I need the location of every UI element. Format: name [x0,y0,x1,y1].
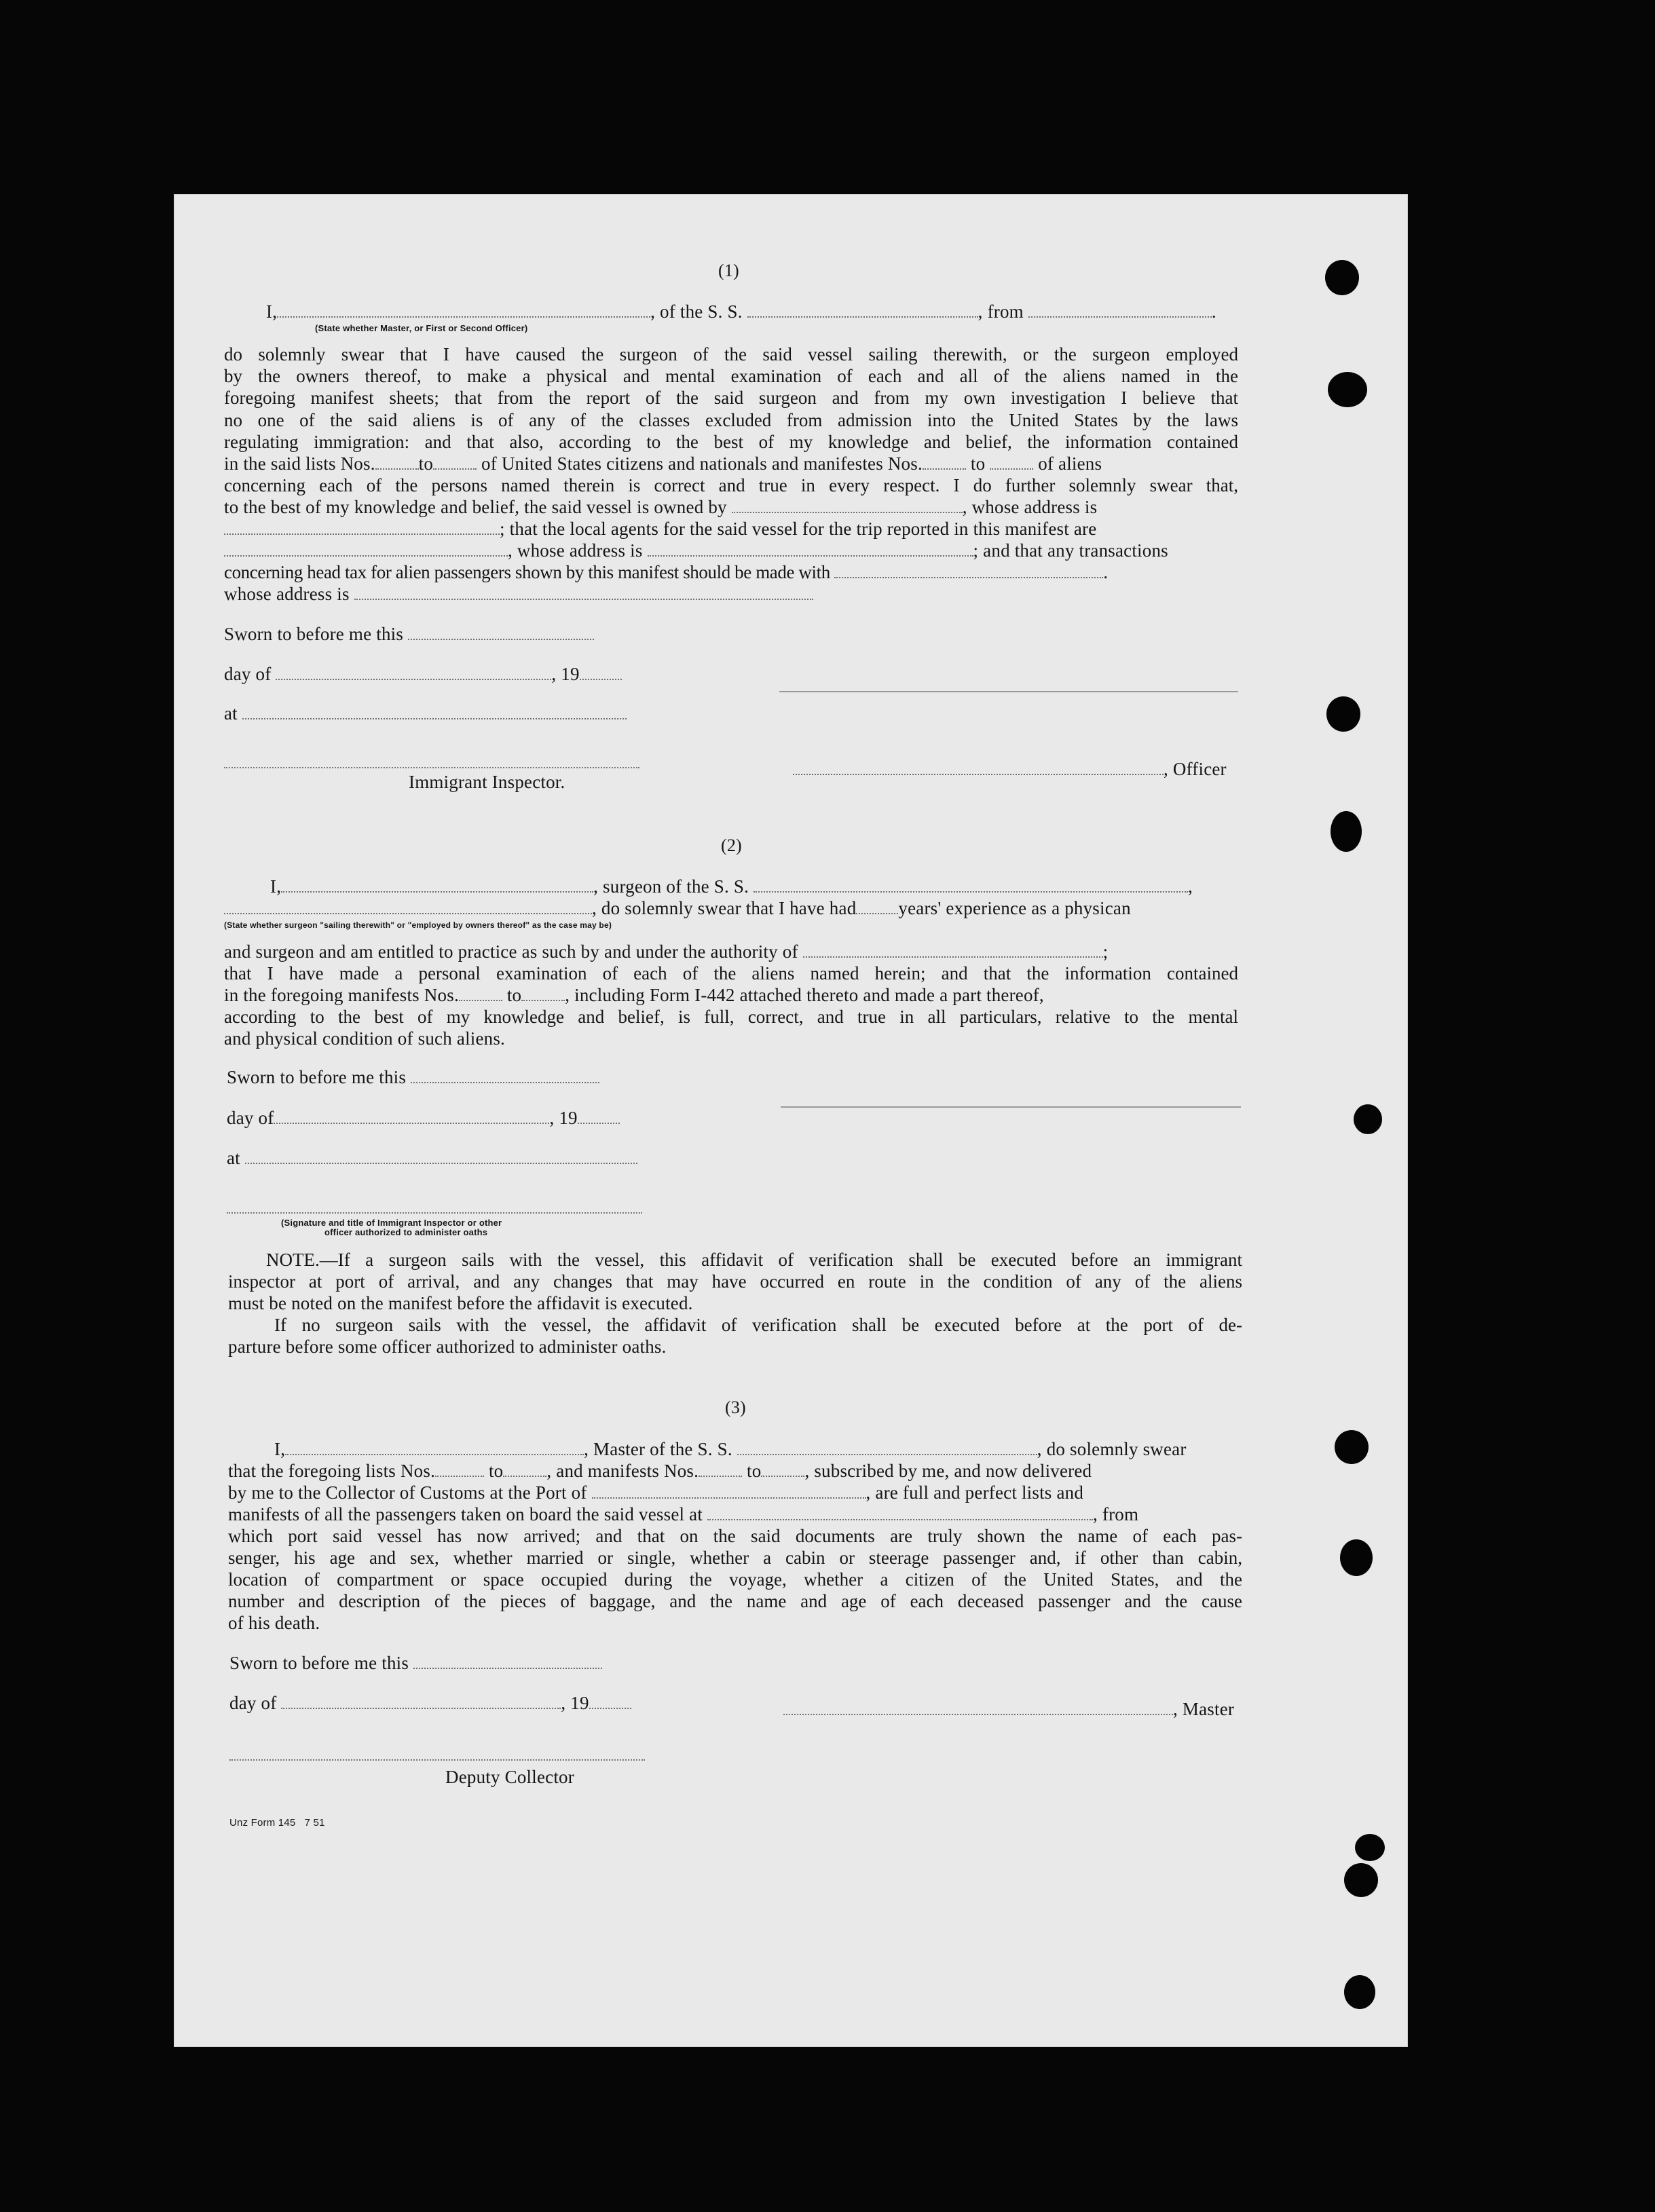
s1-period: . [1211,301,1216,322]
s2-surgeon-type-field[interactable] [224,899,592,914]
s2-surgeon-note: (State whether surgeon "sailing therewith" or "employed by owners thereof" as the case may be) [224,920,612,930]
section-2-number: (2) [721,836,742,855]
s1-transactions-label: ; and that any transactions [973,540,1168,561]
s3-port-label: by me to the Collector of Customs at the Port of [228,1482,587,1503]
s1-year-field[interactable] [580,665,622,680]
s3-master-label: , Master of the S. S. [584,1439,732,1459]
s3-swear-label: , do solemnly swear [1037,1439,1187,1459]
section-3-number: (3) [725,1398,746,1417]
s1-at-label: at [224,703,238,724]
s3-last-line: of his death. [228,1613,320,1633]
s1-concerning: concerning each of the persons named therein is correct and true in every respect. I do further solemnly swear that, [224,475,1238,495]
punch-hole [1344,1863,1378,1897]
s2-line7: and physical condition of such aliens. [224,1028,506,1049]
s3-dayof [229,1692,631,1714]
s3-lists-label: that the foregoing lists Nos. [228,1461,436,1481]
note-p1-line1: NOTE.—If a surgeon sails with the vessel, this affidavit of verification shall be executed before an immigrant [266,1250,1242,1270]
s3-i-label: I, [274,1439,286,1459]
s3-taken-label: manifests of all the passengers taken on board the said vessel at [228,1504,703,1524]
s1-master-note: (State whether Master, or First or Second Officer) [315,323,528,333]
section-1-number: (1) [718,261,739,280]
s2-line6: according to the best of my knowledge and belief, is full, correct, and true in all particulars, relative to the mental [224,1007,1238,1027]
s1-lists-nos-label: in the said lists Nos. [224,453,375,474]
s3-body-2: location of compartment or space occupied during the voyage, whether a citizen of the United States, and the [228,1569,1242,1590]
s1-body-2: foregoing manifest sheets; that from the report of the said surgeon and from my own investigation I believe that [224,388,1238,408]
s3-body-1: senger, his age and sex, whether married or single, whether a cabin or steerage passenger and, if other than cabin, [228,1548,1242,1568]
s2-at [227,1147,637,1169]
s2-line5 [224,984,1044,1006]
s3-line4 [228,1503,1138,1525]
s2-swear-label: , do solemnly swear that I have had [592,898,857,918]
s2-sig-note-2: officer authorized to administer oaths [324,1227,488,1237]
s1-from-field[interactable] [1028,303,1212,318]
s1-officer-field[interactable] [793,760,1164,775]
s1-of-ss-label: , of the S. S. [650,301,743,322]
s1-inspector: Immigrant Inspector. [409,772,565,792]
s3-perfect-label: , are full and perfect lists and [866,1482,1084,1503]
s3-line2 [228,1460,1092,1482]
s2-manifests-from-field[interactable] [459,986,502,1001]
s2-day-field[interactable] [274,1109,549,1124]
note-p2-line2: parture before some officer authorized to administer oaths. [228,1336,667,1357]
s2-inspector-line[interactable] [227,1212,642,1214]
s1-headtax-label: concerning head tax for alien passengers shown by this manifest should be made with [224,562,830,582]
s3-year-field[interactable] [589,1694,631,1709]
s1-body-3: no one of the said aliens is of any of the classes excluded from admission into the United States by the laws [224,410,1238,430]
s2-day-of-label: day of [227,1108,274,1128]
s1-signature-line[interactable] [779,691,1238,692]
s1-line1 [266,301,1216,322]
s3-sworn-field[interactable] [413,1654,602,1669]
s3-master-sign-label: , Master [1173,1699,1235,1719]
s2-year-field[interactable] [578,1109,620,1124]
s1-officer-line [793,758,1227,780]
punch-hole [1335,1430,1369,1464]
form-id: Unz Form 145 7 51 [229,1817,325,1829]
s1-at [224,702,627,724]
s1-body-4: regulating immigration: and that also, according to the best of my knowledge and belief, the information contained [224,432,1238,452]
s1-of-aliens-label: of aliens [1038,453,1102,474]
s3-from-label: , from [1093,1504,1139,1524]
note-p2-line1: If no surgeon sails with the vessel, the affidavit of verification shall be executed before at the port of de- [274,1315,1242,1335]
s1-line-nos [224,453,1238,474]
s3-sworn-label: Sworn to before me this [229,1653,409,1673]
s1-year-label: , 19 [551,664,580,684]
s1-manifests-from-field[interactable] [923,455,966,470]
s3-manifests-from-field[interactable] [699,1462,742,1477]
punch-hole [1328,372,1367,407]
s3-year-label: , 19 [561,1693,589,1713]
s3-master-signature-field[interactable] [783,1700,1173,1715]
s1-agents-label: ; that the local agents for the said vessel for the trip reported in this manifest are [500,519,1097,539]
s3-lists-from-field[interactable] [435,1462,484,1477]
punch-hole [1355,1834,1385,1861]
s1-whose-address-label: whose address is [224,584,350,604]
s1-inspector-line[interactable] [224,767,639,768]
s3-body-0: which port said vessel has now arrived; and that on the said documents are truly shown the name of each pas- [228,1526,1242,1546]
s3-line3 [228,1482,1083,1503]
s1-body-1: by the owners thereof, to make a physical and mental examination of each and all of the aliens named in the [224,366,1238,386]
s1-day-of-label: day of [224,664,272,684]
punch-hole [1326,696,1360,732]
s1-owned-label: to the best of my knowledge and belief, the said vessel is owned by [224,497,727,517]
s2-to-label: to [506,985,522,1005]
s1-sworn [224,623,594,645]
s3-body-3: number and description of the pieces of baggage, and the name and age of each deceased passenger and the cause [228,1591,1242,1611]
s1-sworn-label: Sworn to before me this [224,624,404,644]
s1-from-label: , from [978,301,1024,322]
s1-at-field[interactable] [242,705,627,719]
s2-line1 [270,876,1193,897]
s1-headtax-period: . [1103,562,1108,582]
s2-line4: that I have made a personal examination of each of the aliens named herein; and that the information contained [224,963,1238,983]
s3-delivered-label: , subscribed by me, and now delivered [804,1461,1092,1481]
s1-sworn-field[interactable] [408,625,594,640]
s1-manifests-to-field[interactable] [990,455,1033,470]
s2-sig-note-1: (Signature and title of Immigrant Inspector or other [281,1218,502,1228]
s1-agents-line [224,518,1096,540]
s1-headtax-address-field[interactable] [354,585,813,600]
s2-manifests-label: in the foregoing manifests Nos. [224,985,459,1005]
s1-whose-addr-line [224,583,813,605]
s3-master-name-field[interactable] [285,1440,584,1455]
s2-sworn-field[interactable] [411,1068,599,1083]
s3-lists-to-field[interactable] [503,1462,546,1477]
s3-deputy-line[interactable] [229,1759,645,1761]
punch-hole [1344,1975,1375,2009]
s2-sworn [227,1066,599,1088]
s3-manifests-to-field[interactable] [761,1462,804,1477]
s1-day-field[interactable] [276,665,551,680]
s2-comma: , [1188,876,1193,897]
s1-officer-name-field[interactable] [277,303,650,318]
punch-hole [1325,260,1359,295]
s2-manifests-to-field[interactable] [521,986,565,1001]
s1-whose-line [224,540,1168,561]
s2-signature-line[interactable] [781,1106,1241,1108]
s2-dayof [227,1107,620,1129]
s2-line3 [224,941,1108,962]
s3-port-field[interactable] [592,1484,866,1499]
s1-manifests-label: of United States citizens and nationals and manifestes Nos. [481,453,923,474]
s3-taken-at-field[interactable] [707,1505,1093,1520]
s1-agents-address-field[interactable] [648,542,973,557]
s1-owner-address-field[interactable] [224,520,500,535]
s2-i-label: I, [270,876,282,897]
s3-to-label: to [488,1461,504,1481]
s2-at-field[interactable] [245,1149,637,1164]
s3-to-label-2: to [747,1461,762,1481]
s2-semicolon: ; [1102,941,1109,962]
s2-including-label: , including Form I-442 attached thereto and made a part thereof, [565,985,1044,1005]
s1-body-0: do solemnly swear that I have caused the surgeon of the said vessel sailing therewith, or the surgeon employed [224,344,1238,364]
s1-officer-label: , Officer [1164,759,1227,779]
s1-vessel-field[interactable] [747,303,978,318]
s3-day-of-label: day of [229,1693,277,1713]
s1-agents-address-label: , whose address is [508,540,643,561]
s1-dayof [224,663,622,685]
s1-lists-from-field[interactable] [375,455,419,470]
s2-authority-label: and surgeon and am entitled to practice as such by and under the authority of [224,941,798,962]
note-p1-line3: must be noted on the manifest before the affidavit is executed. [228,1293,693,1313]
s1-to-label-2: to [970,453,986,474]
s3-day-field[interactable] [281,1694,561,1709]
s2-authority-field[interactable] [803,943,1103,958]
punch-hole [1340,1539,1373,1576]
punch-hole [1354,1104,1382,1134]
s3-line1 [274,1438,1187,1460]
s1-owner-field[interactable] [732,498,963,513]
s1-i-label: I, [266,301,278,322]
s3-deputy: Deputy Collector [445,1767,574,1787]
s3-vessel-field[interactable] [737,1440,1037,1455]
s2-surgeon-name-field[interactable] [281,878,593,893]
s2-year-label: , 19 [549,1108,578,1128]
s2-experience-label: years' experience as a physican [898,898,1131,918]
s1-headtax-line [224,561,1108,583]
s2-years-field[interactable] [856,899,898,914]
s2-line2 [224,897,1131,919]
s2-surgeon-label: , surgeon of the S. S. [593,876,749,897]
s1-lists-to-field[interactable] [433,455,477,470]
s3-manifests-label: , and manifests Nos. [546,1461,699,1481]
note-p1-line2: inspector at port of arrival, and any changes that may have occurred en route in the condition of any of the aliens [228,1271,1242,1292]
s1-to-label: to [418,453,434,474]
s3-master-line [783,1698,1234,1720]
s1-agents-field[interactable] [224,542,508,557]
punch-hole [1331,811,1362,852]
s2-vessel-field[interactable] [754,878,1188,893]
s3-sworn [229,1652,602,1674]
s2-at-label: at [227,1148,240,1168]
s2-sworn-label: Sworn to before me this [227,1067,407,1087]
s1-owner-address-label: , whose address is [962,497,1098,517]
s1-owned-line [224,496,1097,518]
s1-headtax-field[interactable] [834,563,1103,578]
